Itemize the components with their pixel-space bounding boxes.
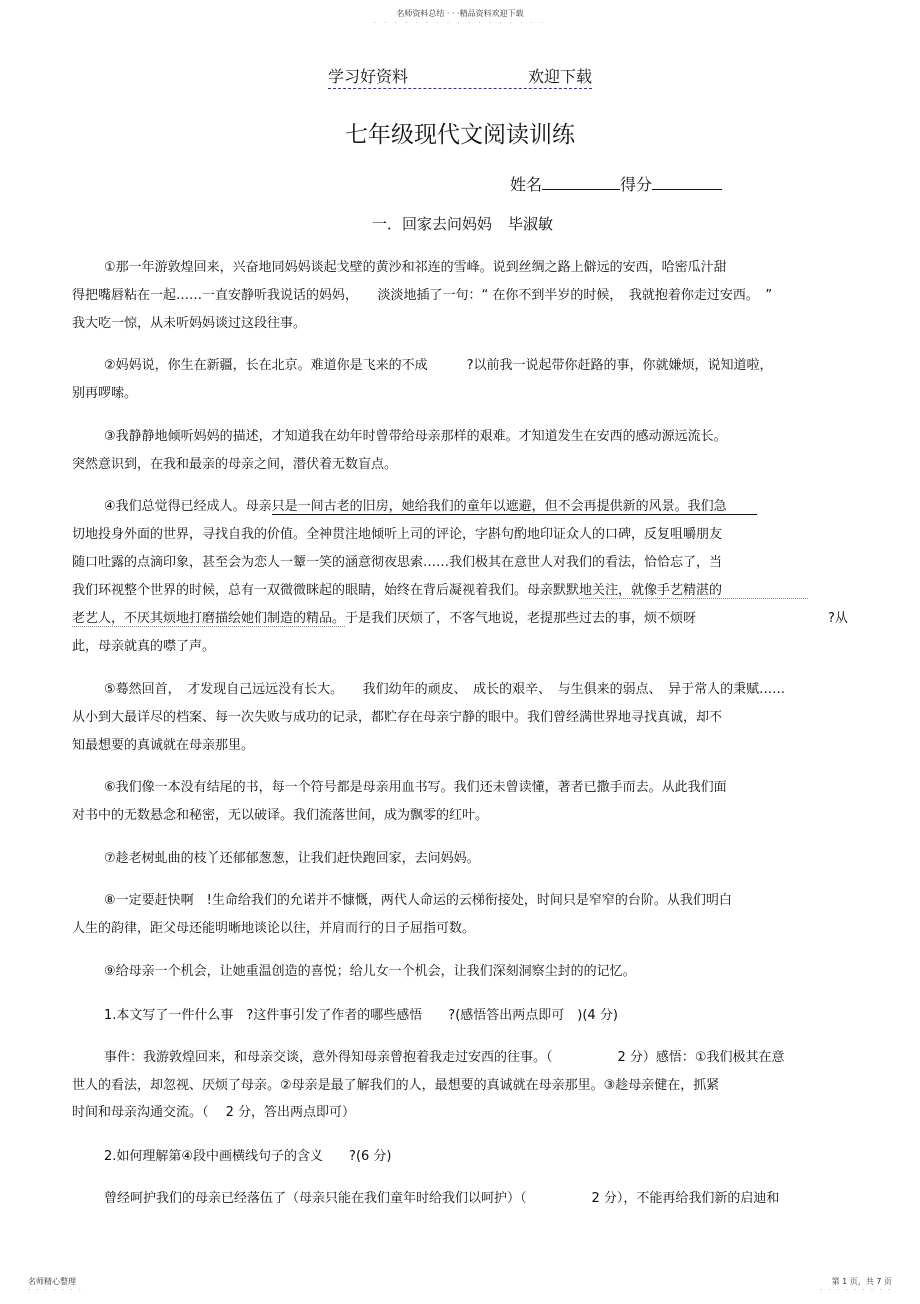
paragraph-7-line-1: ⑦趁老树虬曲的枝丫还郁郁葱葱，让我们赶快跑回家，去问妈妈。: [104, 851, 480, 866]
paragraph-5-line-1: ⑤蓦然回首， 才发现自己远远没有长大。 我们幼年的顽皮、 成长的艰辛、 与生俱来的弱点、 异于常人的秉赋……: [104, 682, 786, 697]
paragraph-4-line-5-text: 于是我们厌烦了，不客气地说，老提那些过去的事，烦不烦呀: [345, 611, 697, 626]
paragraph-9-line-1: ⑨给母亲一个机会，让她重温创造的喜悦；给儿女一个机会，让我们深刻洞察尘封的的记忆。: [104, 964, 636, 979]
name-blank: [542, 188, 620, 190]
answer-1-line-3: 时间和母亲沟通交流。（ 2 分，答出两点即可）: [72, 1105, 356, 1120]
paragraph-4-line-6: 此，母亲就真的噤了声。: [72, 639, 216, 654]
page-number: 第 1 页，共 7 页: [831, 1277, 892, 1286]
dotted-underlined-sentence-end: 老艺人，不厌其烦地打磨描绘她们制造的精品。: [72, 611, 346, 626]
paragraph-4-line-5: [72, 611, 696, 627]
paragraph-8-line-2: 人生的韵律，距父母还能明晰地谈论以往，并肩而行的日子屈指可数。: [72, 921, 476, 936]
name-label: 姓名: [510, 175, 543, 194]
answer-1-line-2: 世人的看法，却忽视、厌烦了母亲。②母亲是最了解我们的人，最想要的真诚就在母亲那里。③趁母亲健在，抓紧: [72, 1078, 720, 1093]
study-banner-left: 学习好资料: [328, 67, 409, 86]
study-banner: [328, 64, 592, 89]
paragraph-1-line-2: 得把嘴唇粘在一起……一直安静听我说话的妈妈， 淡淡地插了一句：“ 在你不到半岁的时候， 我就抱着你走过安西。 ”: [72, 288, 773, 303]
paragraph-6-line-2: 对书中的无数悬念和秘密，无以破译。我们流落世间，成为飘零的红叶。: [72, 808, 489, 823]
paragraph-8-line-1: ⑧一定要赶快啊 !生命给我们的允诺并不慷慨，两代人命运的云梯衔接处，时间只是窄窄的台阶。从我们明白: [104, 893, 732, 908]
section-heading: [372, 213, 553, 234]
paragraph-4-line-4-text: 我们环视整个世界的时候，总有一双微微眯起的眼睛，始终在背后凝视着我们。母亲默默: [72, 583, 580, 598]
paragraph-1-line-3: 我大吃一惊，从未听妈妈谈过这段往事。: [72, 316, 307, 331]
paragraph-4-line-2: 切地投身外面的世界，寻找自我的价值。全神贯注地倾听上司的评论，字斟句酌地印证众人的口碑，反复咀嚼朋友: [72, 527, 723, 542]
question-1: 1.本文写了一件什么事 ?这件事引发了作者的哪些感悟 ?(感悟答出两点即可 )(4 分): [104, 1008, 618, 1023]
question-2: 2.如何理解第④段中画横线句子的含义 ?(6 分): [104, 1149, 392, 1164]
page-header-text: 名师资料总结 · · ·精品资料欢迎下载: [396, 9, 524, 18]
paragraph-4-line-3: 随口吐露的点滴印象，甚至会为恋人一颦一笑的涵意彻夜思索……我们极其在意世人对我们的看法，恰恰忘了，当: [72, 555, 723, 570]
paragraph-2-line-1: ②妈妈说，你生在新疆，长在北京。难道你是飞来的不成 ?以前我一说起带你赶路的事，你就嫌烦，说知道啦，: [104, 358, 773, 373]
footer-left-dots: · · · · · · ·: [28, 1286, 83, 1294]
paragraph-4-line-4: [72, 583, 808, 599]
paragraph-3-line-2: 突然意识到，在我和最亲的母亲之间，潜伏着无数盲点。: [72, 457, 398, 472]
document-title: 七年级现代文阅读训练: [345, 122, 575, 148]
footer-right-dots: · · · · · · · · ·: [820, 1286, 892, 1294]
paragraph-3-line-1: ③我静静地倾听妈妈的描述，才知道我在幼年时曾带给母亲那样的艰难。才知道发生在安西的感动源远流长。: [104, 429, 727, 444]
study-banner-right: 欢迎下载: [527, 67, 592, 86]
paragraph-6-line-1: ⑥我们像一本没有结尾的书，每一个符号都是母亲用血书写。我们还未曾读懂，著者已撒手而去。从此我们面: [104, 780, 727, 795]
underlined-sentence: 只是一间古老的旧房，她给我们的童年以遮避，但不会再提供新的风景。我们急: [272, 499, 757, 515]
paragraph-4-line-1-text: ④我们总觉得已经成人。母亲: [104, 499, 272, 514]
name-score-row: [510, 172, 722, 195]
paragraph-2-line-2: 别再啰嗦。: [72, 386, 138, 401]
section-title: 一．回家去问妈妈: [372, 215, 493, 233]
paragraph-5-line-3: 知最想要的真诚就在母亲那里。: [72, 738, 255, 753]
author-name: 毕淑敏: [508, 215, 554, 233]
score-blank: [652, 188, 722, 190]
answer-2-line-1: 曾经呵护我们的母亲已经落伍了（母亲只能在我们童年时给我们以呵护）（ 2 分），不能再给我们新的启迪和: [104, 1191, 780, 1206]
page-header-dots: · · · · · · · · · · · · · · · · ·: [373, 19, 547, 27]
answer-1-line-1: 事件：我游敦煌回来，和母亲交谈，意外得知母亲曾抱着我走过安西的往事。（ 2 分）感悟：①我们极其在意: [104, 1050, 785, 1065]
paragraph-4-line-1: [104, 499, 757, 515]
score-label: 得分: [620, 175, 653, 194]
paragraph-4-line-5-end: ?从: [828, 611, 848, 626]
paragraph-5-line-2: 从小到大最详尽的档案、每一次失败与成功的记录，都贮存在母亲宁静的眼中。我们曾经满世界地寻找真诚，却不: [72, 710, 723, 725]
paragraph-1-line-1: ①那一年游敦煌回来，兴奋地同妈妈谈起戈壁的黄沙和祁连的雪峰。说到丝绸之路上僻远的安西，哈密瓜汁甜: [104, 260, 727, 275]
dotted-underlined-sentence-start: 地关注，就像手艺精湛的: [579, 583, 808, 599]
footer-left-text: 名师精心整理: [28, 1277, 76, 1286]
